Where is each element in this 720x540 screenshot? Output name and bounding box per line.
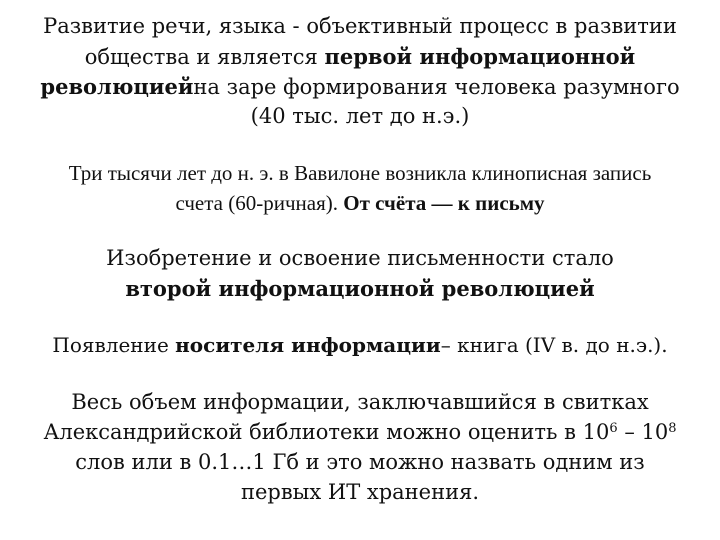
emphasis-text: От счёта — к письму	[343, 191, 545, 215]
paragraph-1-line-3	[0, 76, 720, 98]
text: Изобретение и освоение письменности стало	[106, 246, 614, 270]
text: (40 тыс. лет до н.э.)	[250, 104, 470, 128]
paragraph-5-line-4	[0, 482, 720, 503]
superscript: 6	[609, 420, 618, 436]
text: общества и является	[84, 45, 325, 69]
text: счета (60-ричная).	[175, 191, 344, 215]
text: – книга (IV в. до н.э.).	[440, 333, 668, 357]
text: слов или в 0.1…1 Гб и это можно назвать одним из	[75, 450, 645, 474]
paragraph-3-line-2	[0, 278, 720, 300]
text: Весь объем информации, заключавшийся в свитках	[71, 390, 649, 414]
paragraph-1-line-4	[0, 106, 720, 127]
emphasis-text: второй информационной революцией	[125, 276, 595, 301]
paragraph-5-line-1	[0, 392, 720, 413]
paragraph-4-line-1	[0, 335, 720, 355]
text: Три тысячи лет до н. э. в Вавилоне возникла клинописная запись	[68, 161, 652, 185]
emphasis-text: носителя информации	[175, 333, 441, 357]
emphasis-text: первой информационной	[324, 44, 636, 69]
paragraph-3-line-1	[0, 248, 720, 269]
emphasis-text: революцией	[40, 74, 194, 99]
paragraph-1-line-2	[0, 46, 720, 68]
text: Развитие речи, языка - объективный процесс в развитии	[43, 14, 677, 38]
text: – 10	[617, 420, 669, 444]
paragraph-5-line-3	[0, 452, 720, 473]
superscript: 8	[668, 420, 677, 436]
text: Александрийской библиотеки можно оценить в 10	[43, 420, 610, 444]
text: первых ИТ хранения.	[240, 480, 480, 504]
text: на заре формирования человека разумного	[193, 75, 680, 99]
paragraph-2-line-1	[0, 163, 720, 184]
paragraph-5-line-2	[0, 422, 720, 443]
text: Появление	[52, 333, 176, 357]
paragraph-1-line-1	[0, 16, 720, 37]
paragraph-2-line-2	[0, 193, 720, 214]
